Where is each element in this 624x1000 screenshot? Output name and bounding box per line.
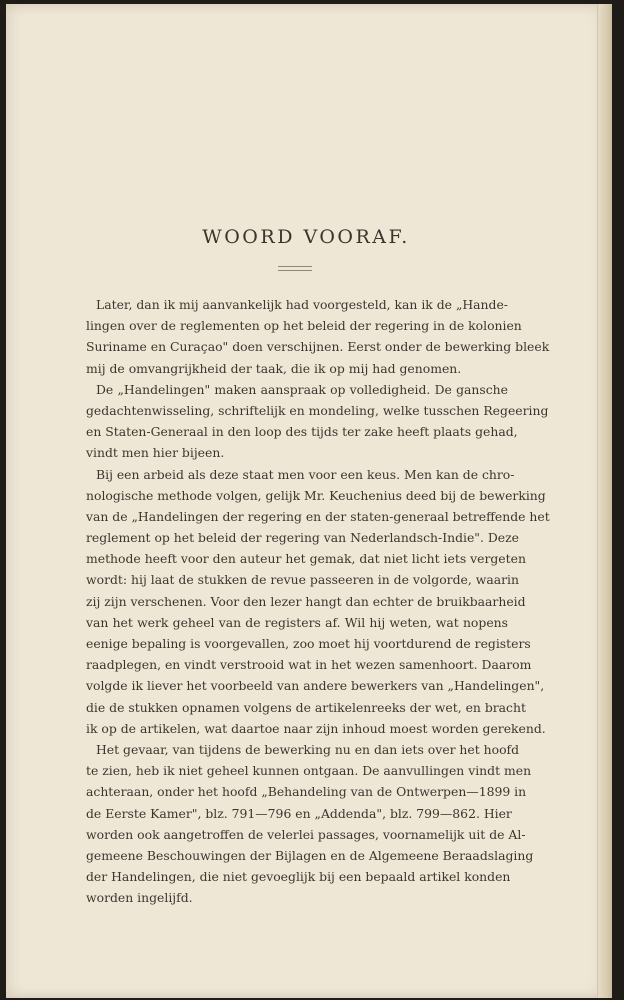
text-line: van de „Handelingen der regering en der staten-generaal betreffende het xyxy=(86,508,550,524)
text-line: worden ook aangetroffen de velerlei passages, voornamelijk uit de Al- xyxy=(86,826,526,842)
text-line: nologische methode volgen, gelijk Mr. Keuchenius deed bij de bewerking xyxy=(86,487,546,503)
text-line: wordt: hij laat de stukken de revue passeeren in de volgorde, waarin xyxy=(86,572,519,588)
text-line: eenige bepaling is voorgevallen, zoo moet hij voortdurend de registers xyxy=(86,636,531,651)
text-line: zij zijn verschenen. Voor den lezer hangt dan echter de bruikbaarheid xyxy=(86,593,526,609)
text-line: lingen over de reglementen op het beleid der regering in de kolonien xyxy=(86,318,522,334)
text-line: worden ingelijfd. xyxy=(86,890,193,906)
text-line: raadplegen, en vindt verstrooid wat in het wezen samenhoort. Daarom xyxy=(86,657,532,673)
body-text xyxy=(86,294,550,908)
text-line: en Staten-Generaal in den loop des tijds ter zake heeft plaats gehad, xyxy=(86,424,518,440)
text-line: achteraan, onder het hoofd „Behandeling van de Ontwerpen—1899 in xyxy=(86,784,527,800)
text-line: methode heeft voor den auteur het gemak, dat niet licht iets vergeten xyxy=(86,551,526,567)
text-line: volgde ik liever het voorbeeld van andere bewerkers van „Handelingen", xyxy=(86,678,545,694)
text-line: gemeene Beschouwingen der Bijlagen en de Algemeene Beraadslaging xyxy=(86,847,534,863)
page-edge xyxy=(597,4,612,998)
book-page xyxy=(6,4,612,998)
text-line: gedachtenwisseling, schriftelijk en mondeling, welke tusschen Regeering xyxy=(86,402,549,418)
text-line: Suriname en Curaçao" doen verschijnen. Eerst onder de bewerking bleek xyxy=(86,339,550,355)
title-rule xyxy=(278,266,312,271)
page-title: WOORD VOORAF. xyxy=(202,226,410,248)
text-line: te zien, heb ik niet geheel kunnen ontgaan. De aanvullingen vindt men xyxy=(86,763,532,779)
text-line: van het werk geheel van de registers af. Wil hij weten, wat nopens xyxy=(86,614,508,630)
text-line: Het gevaar, van tijdens de bewerking nu en dan iets over het hoofd xyxy=(96,741,520,757)
text-line: vindt men hier bijeen. xyxy=(86,445,225,461)
text-line: de Eerste Kamer", blz. 791—796 en „Addenda", blz. 799—862. Hier xyxy=(86,805,512,821)
text-line: De „Handelingen" maken aanspraak op volledigheid. De gansche xyxy=(96,381,508,397)
text-line: Bij een arbeid als deze staat men voor een keus. Men kan de chro- xyxy=(96,466,515,482)
text-line: ik op de artikelen, wat daartoe naar zijn inhoud moest worden gerekend. xyxy=(86,720,546,736)
text-line: die de stukken opnamen volgens de artikelenreeks der wet, en bracht xyxy=(86,699,526,715)
text-line: mij de omvangrijkheid der taak, die ik op mij had genomen. xyxy=(86,360,462,376)
text-line: Later, dan ik mij aanvankelijk had voorgesteld, kan ik de „Hande- xyxy=(96,297,508,312)
text-line: der Handelingen, die niet gevoeglijk bij een bepaald artikel konden xyxy=(86,869,511,885)
text-line: reglement op het beleid der regering van Nederlandsch-Indie". Deze xyxy=(86,530,520,546)
